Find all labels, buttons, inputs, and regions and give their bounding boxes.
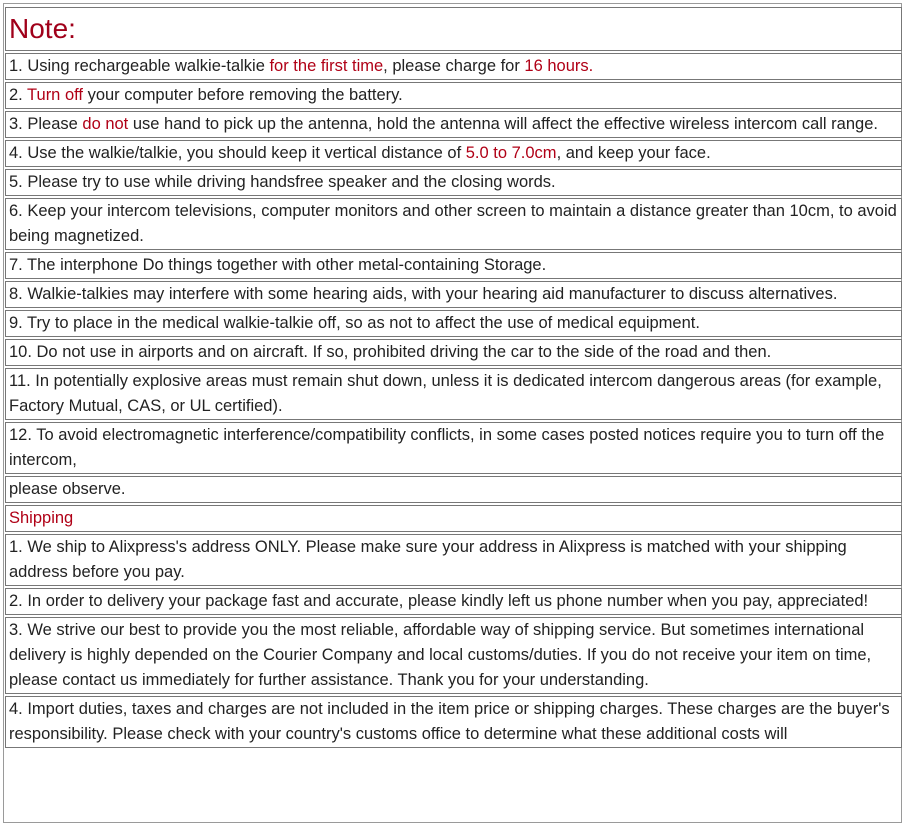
note-title-row xyxy=(5,7,902,51)
note-text: 7. The interphone Do things together with other metal-containing Storage. xyxy=(5,252,902,279)
note-row-13 xyxy=(5,476,902,503)
note-text: 8. Walkie-talkies may interfere with some hearing aids, with your hearing aid manufacturer to discuss alternatives. xyxy=(5,281,902,308)
note-text: 5. Please try to use while driving handsfree speaker and the closing words. xyxy=(5,169,902,196)
shipping-text: 4. Import duties, taxes and charges are not included in the item price or shipping charges. These charges are the buyer's responsibility. Please check with your country's customs office to determine what these additional costs will xyxy=(5,696,902,748)
note-row-8 xyxy=(5,281,902,308)
highlight-text: 16 hours xyxy=(524,57,589,75)
text: use hand to pick up the antenna, hold the antenna will affect the effective wireless intercom call range. xyxy=(128,115,878,133)
shipping-row-3 xyxy=(5,617,902,694)
highlight-text: for the first time xyxy=(269,57,384,75)
text: 3. Please xyxy=(9,115,83,133)
highlight-text: 5.0 to 7.0cm xyxy=(465,144,557,162)
note-row-9 xyxy=(5,310,902,337)
note-text: 6. Keep your intercom televisions, computer monitors and other screen to maintain a distance greater than 10cm, to avoid being magnetized. xyxy=(5,198,902,250)
text: 1. Using rechargeable walkie-talkie xyxy=(9,57,270,75)
note-text: please observe. xyxy=(5,476,902,503)
text: 2. xyxy=(9,86,28,104)
notes-table xyxy=(5,5,902,750)
note-row-11 xyxy=(5,368,902,420)
shipping-text: 3. We strive our best to provide you the most reliable, affordable way of shipping service. But sometimes international delivery is highly depended on the Courier Company and local customs/duties. If you do not receive your item on time, please contact us immediately for further assistance. Thank you for your understanding. xyxy=(5,617,902,694)
text: 4. Use the walkie/talkie, you should keep it vertical distance of xyxy=(9,144,466,162)
note-row-6 xyxy=(5,198,902,250)
shipping-title-row xyxy=(5,505,902,532)
note-text: 9. Try to place in the medical walkie-talkie off, so as not to affect the use of medical equipment. xyxy=(5,310,902,337)
note-row-12 xyxy=(5,422,902,474)
shipping-row-2 xyxy=(5,588,902,615)
text: , please charge for xyxy=(383,57,525,75)
shipping-row-1 xyxy=(5,534,902,586)
note-text: 11. In potentially explosive areas must remain shut down, unless it is dedicated intercom dangerous areas (for example, Factory Mutual, CAS, or UL certified). xyxy=(5,368,902,420)
text: . xyxy=(588,57,594,75)
note-row-5 xyxy=(5,169,902,196)
note-text: 10. Do not use in airports and on aircraft. If so, prohibited driving the car to the side of the road and then. xyxy=(5,339,902,366)
text: , and keep your face. xyxy=(556,144,711,162)
shipping-row-4 xyxy=(5,696,902,748)
note-row-1 xyxy=(5,53,902,80)
note-title: Note: xyxy=(5,7,902,51)
note-row-10 xyxy=(5,339,902,366)
note-row-3 xyxy=(5,111,902,138)
note-text: 12. To avoid electromagnetic interference/compatibility conflicts, in some cases posted notices require you to turn off the intercom, xyxy=(5,422,902,474)
shipping-text: 2. In order to delivery your package fast and accurate, please kindly left us phone number when you pay, appreciated! xyxy=(5,588,902,615)
note-row-4 xyxy=(5,140,902,167)
note-row-2 xyxy=(5,82,902,109)
highlight-text: Turn off xyxy=(27,86,83,104)
highlight-text: do not xyxy=(82,115,129,133)
shipping-title: Shipping xyxy=(5,505,902,532)
note-row-7 xyxy=(5,252,902,279)
text: your computer before removing the battery. xyxy=(83,86,403,104)
shipping-text: 1. We ship to Alixpress's address ONLY. Please make sure your address in Alixpress is matched with your shipping address before you pay. xyxy=(5,534,902,586)
